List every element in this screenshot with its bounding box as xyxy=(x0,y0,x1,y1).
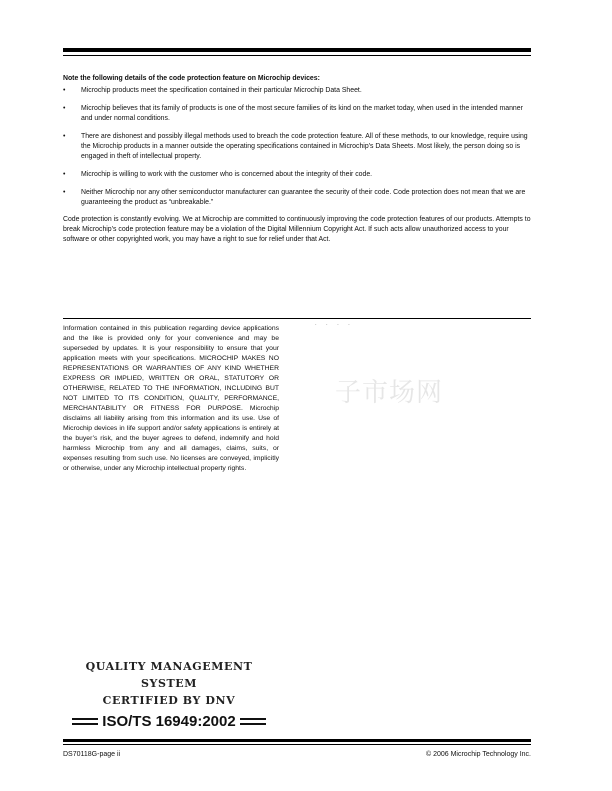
list-item xyxy=(63,170,533,180)
bottom-rule-thick xyxy=(63,739,531,742)
bullet-text: Microchip is willing to work with the customer who is concerned about the integrity of their code. xyxy=(81,171,373,178)
list-item xyxy=(63,188,533,208)
bullet-text: Microchip products meet the specification contained in their particular Microchip Data Sheet. xyxy=(81,87,362,94)
iso-standard: ISO/TS 16949:2002 xyxy=(102,713,236,730)
notice-title: Note the following details of the code protection feature on Microchip devices: xyxy=(63,75,320,82)
watermark: 子市场网 xyxy=(335,378,444,408)
top-rule-thick xyxy=(63,48,531,52)
quality-certification-logo xyxy=(63,658,275,730)
page-number: DS70118G-page ii xyxy=(63,751,121,758)
bullet-icon: • xyxy=(63,87,66,94)
bullet-icon: • xyxy=(63,133,66,140)
bullet-text: Neither Microchip nor any other semiconductor manufacturer can guarantee the security of their code. Code protection does not mean that we are guaranteeing the product as “unbreakable.” xyxy=(81,189,526,206)
list-item xyxy=(63,104,533,124)
logo-line-iso xyxy=(63,713,275,730)
bullet-icon: • xyxy=(63,105,66,112)
code-protection-notice xyxy=(63,74,533,252)
bullet-icon: • xyxy=(63,171,66,178)
list-item xyxy=(63,86,533,96)
notice-bullet-list xyxy=(63,86,533,208)
double-bar-icon xyxy=(72,718,98,725)
bullet-text: There are dishonest and possibly illegal methods used to breach the code protection feature. All of these methods, to our knowledge, require using the Microchip products in a manner outside the operating specifications contained in Microchip’s Data Sheets. Most likely, the person doing so is engaged in theft of intellectual property. xyxy=(81,133,528,160)
middle-rule xyxy=(63,318,531,319)
logo-line-quality: QUALITY MANAGEMENT SYSTEM xyxy=(85,660,253,690)
closing-paragraph: Code protection is constantly evolving. We at Microchip are committed to continuously improving the code protection features of our products. Attempts to break Microchip’s code protection feature may be a violation of the Digital Millennium Copyright Act. If such acts allow unauthorized access to your software or other copyrighted work, you may have a right to sue for relief under that Act. xyxy=(63,216,531,243)
legal-disclaimer: Information contained in this publication regarding device applications and the like is provided only for your convenience and may be superseded by updates. It is your responsibility to ensure that your application meets with your specifications. MICROCHIP MAKES NO REPRESENTATIONS OR WARRANTIES OF ANY KIND WHETHER EXPRESS OR IMPLIED, WRITTEN OR ORAL, STATUTORY OR OTHERWISE, RELATED TO THE INFORMATION, INCLUDING BUT NOT LIMITED TO ITS CONDITION, QUALITY, PERFORMANCE, MERCHANTABILITY OR FITNESS FOR PURPOSE. Microchip disclaims all liability arising from this information and its use. Use of Microchip devices in life support and/or safety applications is entirely at the buyer’s risk, and the buyer agrees to defend, indemnify and hold harmless Microchip from any and all damages, claims, suits, or expenses resulting from such use. No licenses are conveyed, implicitly or otherwise, under any Microchip intellectual property rights. xyxy=(63,325,279,472)
faint-text-fragment: · · · · xyxy=(315,322,354,328)
list-item xyxy=(63,132,533,162)
double-bar-icon xyxy=(240,718,266,725)
top-rule-thin xyxy=(63,55,531,56)
bullet-icon: • xyxy=(63,189,66,196)
bullet-text: Microchip believes that its family of products is one of the most secure families of its kind on the market today, when used in the intended manner and under normal conditions. xyxy=(81,105,523,122)
copyright: © 2006 Microchip Technology Inc. xyxy=(425,751,531,758)
bottom-rule-thin xyxy=(63,744,531,745)
logo-line-certified: CERTIFIED BY DNV xyxy=(102,694,236,707)
